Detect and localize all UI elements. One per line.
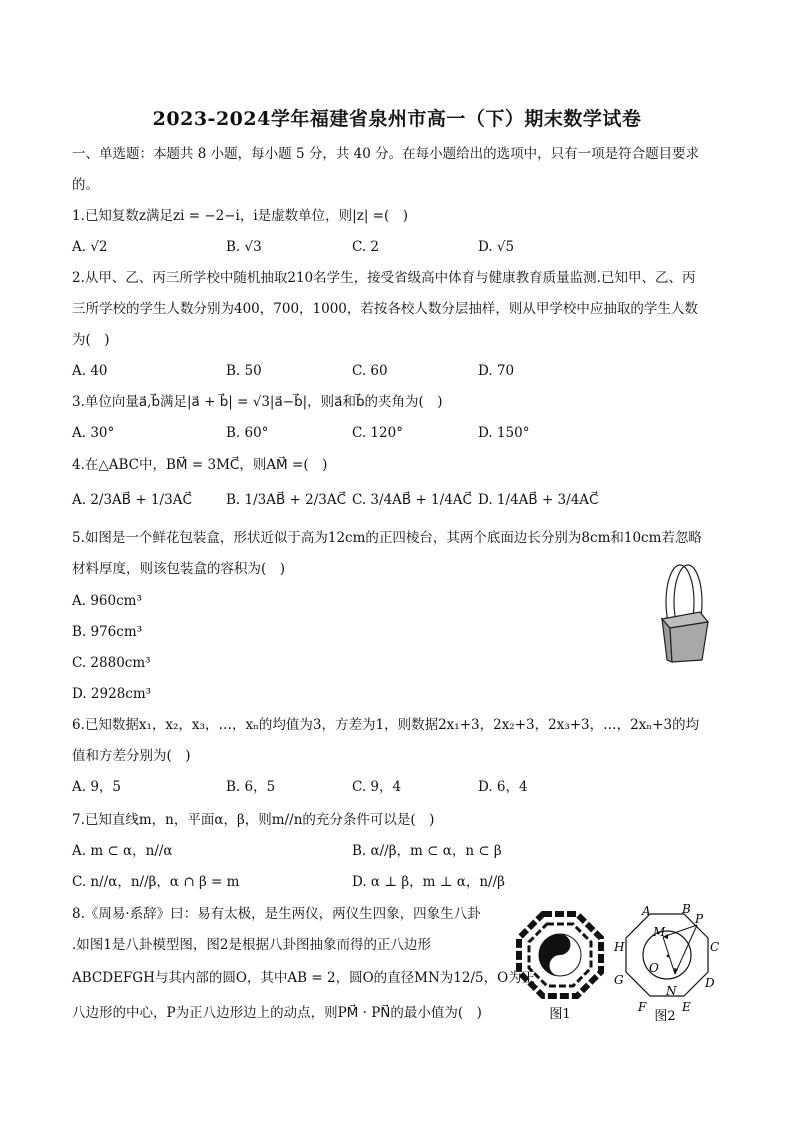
q1-option-d: D. √5 — [478, 239, 515, 255]
q5-option-c: C. 2880cm³ — [72, 655, 151, 671]
flower-box-figure — [656, 562, 714, 668]
label-c: C — [710, 940, 720, 954]
q8-stem-line-1: 8.《周易·系辞》曰：易有太极，是生两仪，两仪生四象，四象生八卦 — [72, 906, 481, 922]
page-title: 2023-2024学年福建省泉州市高一（下）期末数学试卷 — [152, 108, 642, 130]
q3-option-d: D. 150° — [478, 425, 530, 441]
octagon-circle-figure — [612, 904, 722, 1022]
q2-option-d: D. 70 — [478, 363, 515, 379]
label-f: F — [638, 1000, 647, 1014]
q7-option-a: A. m ⊂ α，n//α — [72, 843, 173, 859]
q5-option-a: A. 960cm³ — [72, 593, 142, 609]
q7-option-d: D. α ⊥ β，m ⊥ α，n//β — [352, 874, 505, 890]
q8-stem-line-4: 八边形的中心，P为正八边形边上的动点，则PM⃗ · PN⃗的最小值为( ) — [72, 1005, 482, 1021]
label-o: O — [649, 961, 659, 975]
q3-option-a: A. 30° — [72, 425, 115, 441]
q6-stem-line-2: 值和方差分别为( ) — [72, 748, 191, 764]
yin-yang-icon — [539, 934, 581, 976]
figure-2-caption: 图2 — [654, 1009, 676, 1022]
q4-option-d: D. 1/4AB⃗ + 3/4AC⃗ — [478, 492, 599, 508]
q8-stem-line-2: .如图1是八卦模型图，图2是根据八卦图抽象而得的正八边形 — [72, 937, 431, 953]
q4-stem: 4.在△ABC中，BM⃗ = 3MC⃗，则AM⃗ =( ) — [72, 457, 328, 473]
q5-option-d: D. 2928cm³ — [72, 686, 152, 702]
q6-option-d: D. 6，4 — [478, 779, 528, 795]
q1-stem: 1.已知复数z满足zi = −2−i，i是虚数单位，则|z| =( ) — [72, 208, 409, 224]
vector-pn — [675, 925, 697, 974]
q4-option-b: B. 1/3AB⃗ + 2/3AC⃗ — [226, 492, 347, 508]
center-point-o — [667, 955, 670, 958]
label-h: H — [614, 940, 625, 954]
q5-option-b: B. 976cm³ — [72, 624, 143, 640]
section-heading-line-2: 的。 — [72, 177, 99, 193]
q2-stem-line-2: 三所学校的学生人数分别为400，700，1000，若按各校人数分层抽样，则从甲学校中应抽取的学生人数 — [72, 301, 698, 317]
q1-option-c: C. 2 — [352, 239, 380, 255]
q6-stem-line-1: 6.已知数据x₁，x₂，x₃，…，xₙ的均值为3，方差为1，则数据2x₁+3，2x₂+3，2x₃+3，…，2xₙ+3的均 — [72, 717, 700, 733]
q8-stem-line-3: ABCDEFGH与其内部的圆O，其中AB = 2，圆O的直径MN为12/5，O为正 — [72, 970, 536, 986]
q2-stem-line-3: 为( ) — [72, 332, 110, 348]
section-heading-line-1: 一、单选题：本题共 8 小题，每小题 5 分，共 40 分。在每小题给出的选项中，只有一项是符合题目要求 — [72, 146, 700, 162]
label-e: E — [682, 1000, 691, 1014]
label-p: P — [695, 912, 704, 926]
label-b: B — [682, 904, 691, 916]
figure-1-caption: 图1 — [549, 1007, 571, 1020]
label-m: M — [653, 925, 666, 939]
bagua-figure — [516, 910, 604, 1020]
label-a: A — [642, 904, 651, 918]
q2-option-c: C. 60 — [352, 363, 388, 379]
q1-option-b: B. √3 — [226, 239, 262, 255]
q6-option-c: C. 9，4 — [352, 779, 402, 795]
q1-option-a: A. √2 — [72, 239, 108, 255]
label-n: N — [666, 984, 677, 998]
label-g: G — [614, 973, 624, 987]
q2-option-a: A. 40 — [72, 363, 108, 379]
q3-option-b: B. 60° — [226, 425, 269, 441]
q4-option-c: C. 3/4AB⃗ + 1/4AC⃗ — [352, 492, 472, 508]
q3-stem: 3.单位向量a⃗,b⃗满足|a⃗ + b⃗| = √3|a⃗−b⃗|，则a⃗和b⃗的夹角为( ) — [72, 394, 443, 410]
q7-stem: 7.已知直线m，n，平面α，β，则m//n的充分条件可以是( ) — [72, 812, 435, 828]
q2-stem-line-1: 2.从甲、乙、丙三所学校中随机抽取210名学生，接受省级高中体育与健康教育质量监测.已知甲、乙、丙 — [72, 270, 696, 286]
q7-option-b: B. α//β，m ⊂ α，n ⊂ β — [352, 843, 502, 859]
q2-option-b: B. 50 — [226, 363, 262, 379]
q5-stem-line-2: 材料厚度，则该包装盒的容积为( ) — [72, 561, 286, 577]
q3-option-c: C. 120° — [352, 425, 403, 441]
q7-option-c: C. n//α，n//β，α ∩ β = m — [72, 874, 240, 890]
label-d: D — [705, 976, 715, 990]
q5-stem-line-1: 5.如图是一个鲜花包装盒，形状近似于高为12cm的正四棱台，其两个底面边长分别为8cm和10cm若忽略 — [72, 530, 702, 546]
q6-option-a: A. 9，5 — [72, 779, 122, 795]
q4-option-a: A. 2/3AB⃗ + 1/3AC⃗ — [72, 492, 192, 508]
q6-option-b: B. 6，5 — [226, 779, 276, 795]
